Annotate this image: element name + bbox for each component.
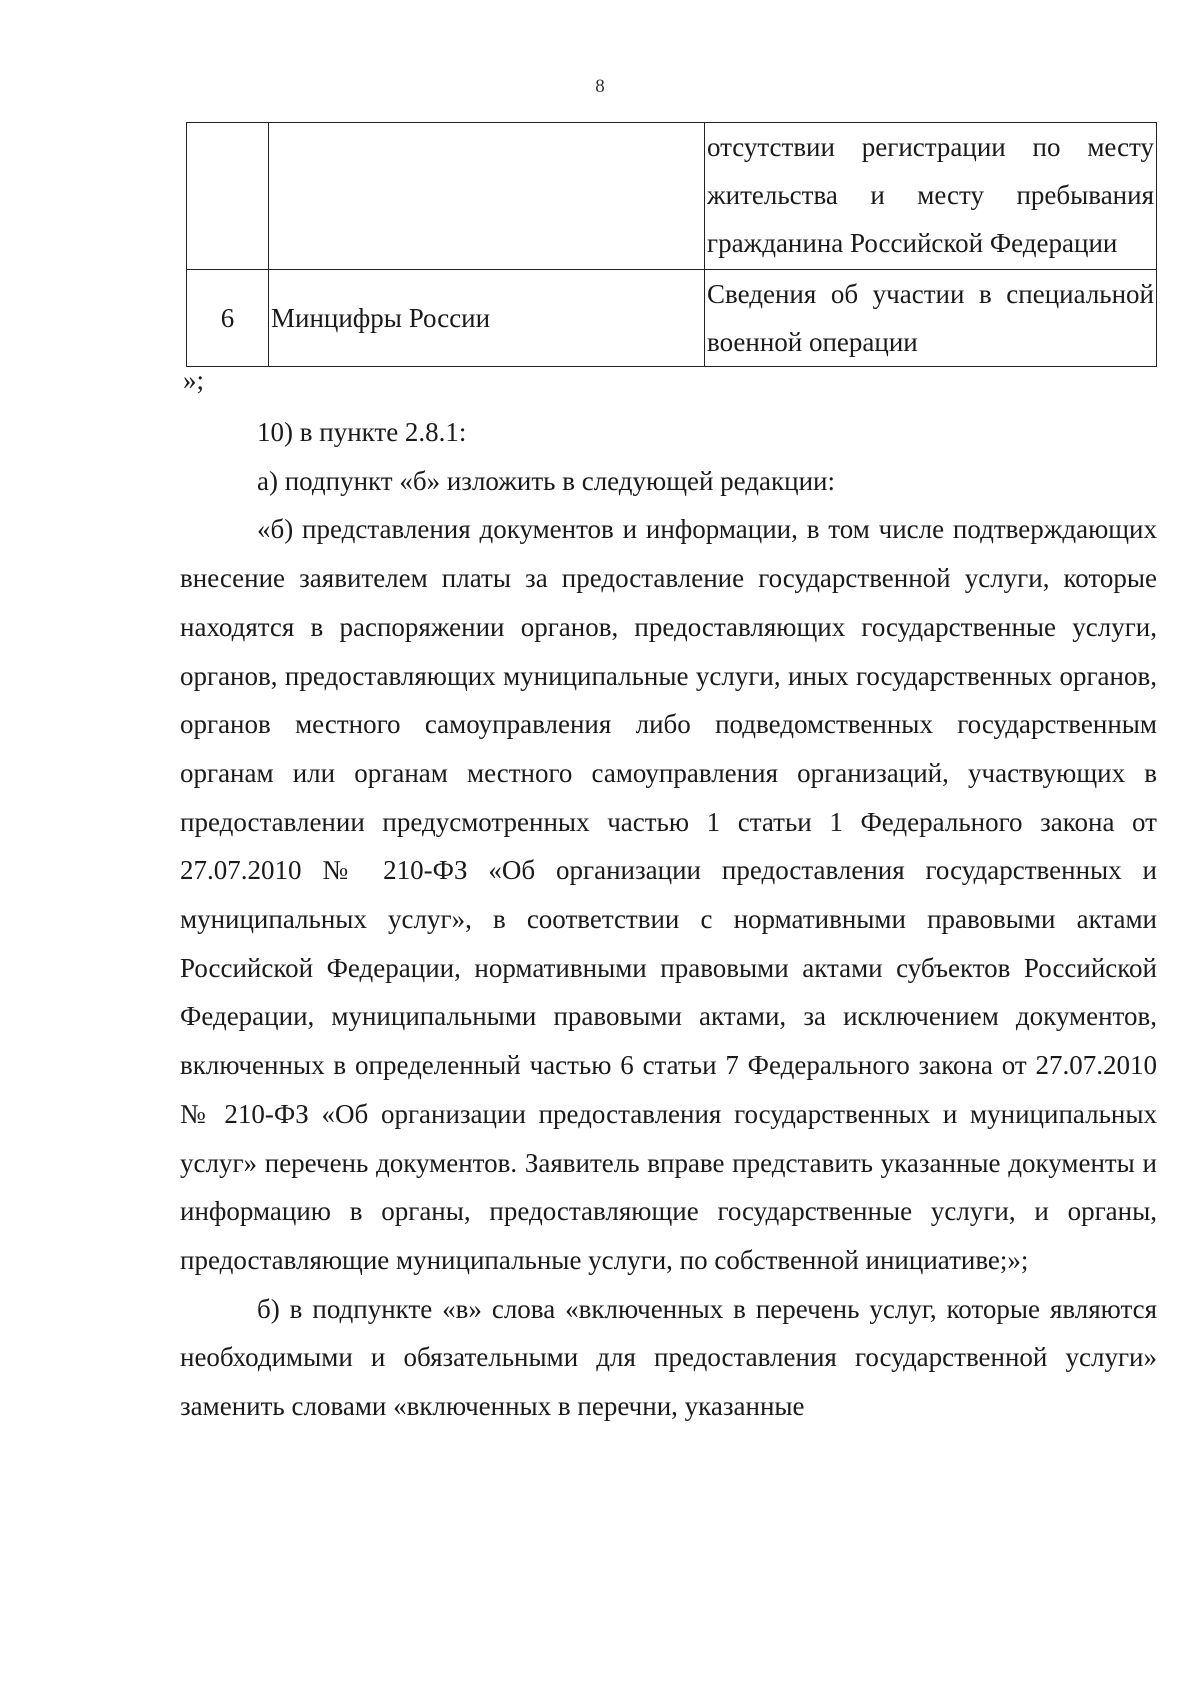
agency-cell — [269, 123, 705, 270]
table-row — [187, 123, 1157, 270]
closing-quote: »; — [183, 365, 205, 395]
information-cell: Сведения об участии в специальной военной операции — [705, 270, 1157, 367]
information-cell: отсутствии регистрации по месту жительства и месту пребывания гражданина Российской Федерации — [705, 123, 1157, 270]
paragraph-item-10: 10) в пункте 2.8.1: — [257, 417, 467, 447]
paragraph-subitem-a: а) подпункт «б» изложить в следующей редакции: — [257, 465, 835, 496]
paragraph-amendment-text: «б) представления документов и информации, в том числе подтверждающих внесение заявителем платы за предоставление государственной услуги, которые находятся в распоряжении органов, предоставляющих государственные услуги, органов, предоставляющих муниципальные услуги, иных государственных органов, органов местного самоуправления либо подведомственных государственным органам или органам местного самоуправления организаций, участвующих в предоставлении предусмотренных частью 1 статьи 1 Федерального закона от 27.07.2010 № 210-ФЗ «Об организации предоставления государственных и муниципальных услуг», в соответствии с нормативными правовыми актами Российской Федерации, нормативными правовыми актами субъектов Российской Федерации, муниципальными правовыми актами, за исключением документов, включенных в определенный частью 6 статьи 7 Федерального закона от 27.07.2010 № 210-ФЗ «Об организации предоставления государственных и муниципальных услуг» перечень документов. Заявитель вправе представить указанные документы и информацию в органы, предоставляющие государственные услуги, и органы, предоставляющие муниципальные услуги, по собственной инициативе;»; — [180, 514, 1157, 1275]
paragraph-subitem-b: б) в подпункте «в» слова «включенных в перечень услуг, которые являются необходимыми и обязательными для предоставления государственной услуги» заменить словами «включенных в перечни, указанные — [180, 1293, 1157, 1422]
agency-cell: Минцифры России — [269, 270, 705, 367]
page-number: 8 — [595, 76, 605, 97]
table-row — [187, 270, 1157, 367]
row-number-cell: 6 — [187, 270, 269, 367]
agency-table — [186, 122, 1157, 367]
document-body — [180, 408, 1157, 1431]
row-number-cell — [187, 123, 269, 270]
